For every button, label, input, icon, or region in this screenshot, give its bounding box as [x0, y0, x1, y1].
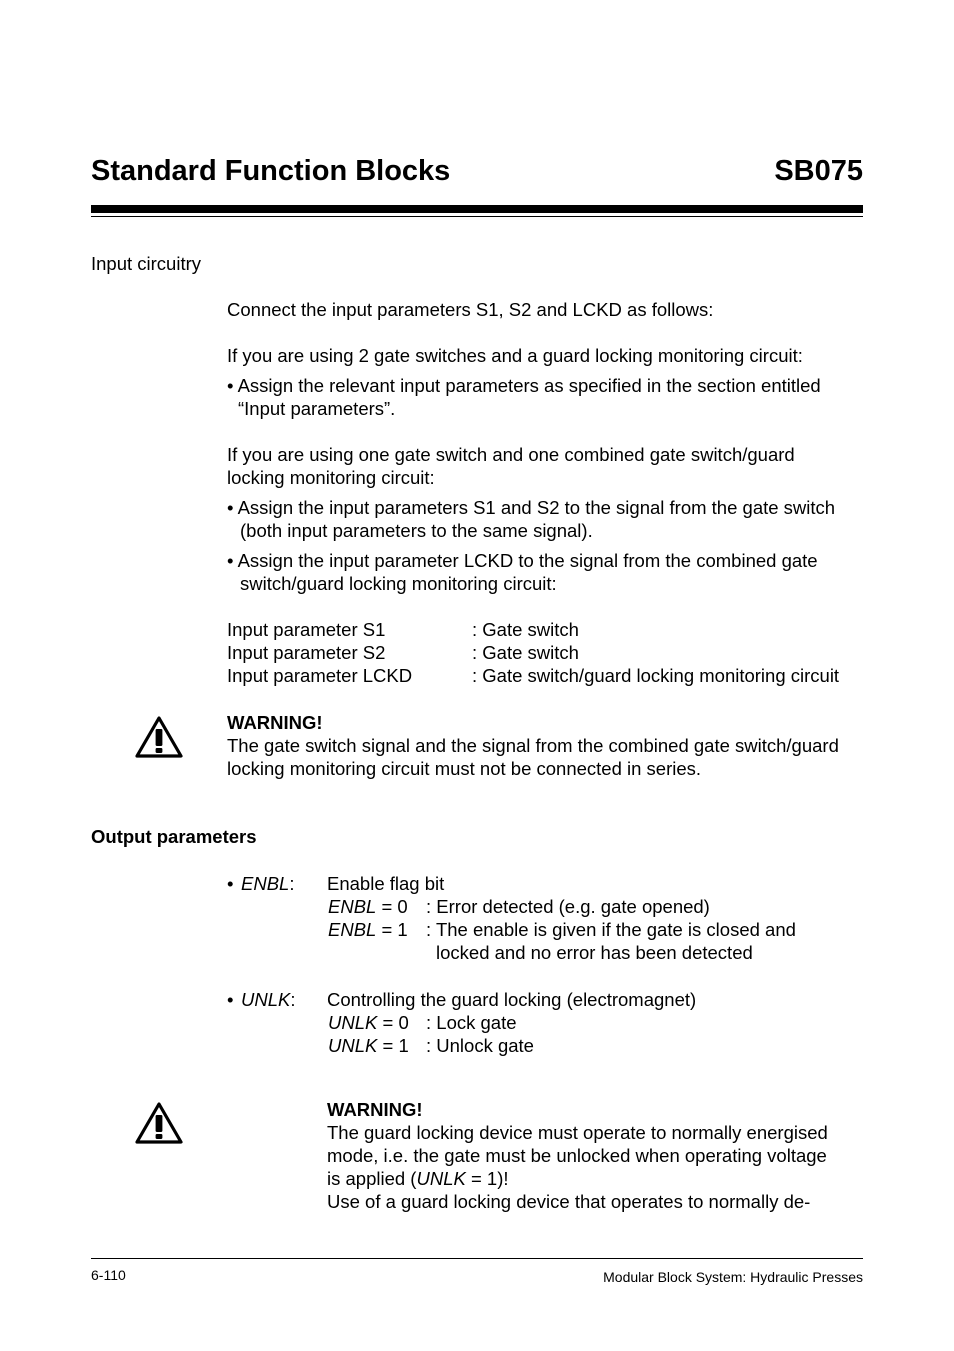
footer-rule — [91, 1258, 863, 1259]
unlk-row1-text: : Unlock gate — [426, 1035, 534, 1056]
enbl-row1-text: : The enable is given if the gate is closed and — [426, 919, 796, 940]
warning-triangle-icon — [134, 715, 184, 759]
warning-triangle-icon — [134, 1101, 184, 1145]
param-value: : Gate switch/guard locking monitoring circuit — [472, 665, 840, 686]
section-heading-output-parameters: Output parameters — [91, 826, 257, 847]
unlk-row0-var: UNLK — [328, 1012, 378, 1033]
unlk-label — [241, 988, 296, 1011]
unlk-desc: Controlling the guard locking (electromagnet) — [327, 989, 697, 1010]
enbl-name: ENBL — [241, 873, 290, 894]
warning-line3-pre: is applied ( — [327, 1168, 417, 1189]
block-code: SB075 — [774, 155, 863, 187]
warning-line3-post: = 1)! — [465, 1168, 509, 1189]
enbl-colon: : — [289, 873, 295, 894]
enbl-label — [241, 872, 294, 895]
section-label-input-circuitry: Input circuitry — [91, 253, 202, 274]
warning-title: WARNING! — [327, 1099, 423, 1120]
warning-line3-var: UNLK — [416, 1168, 466, 1189]
unlk-bullet: • — [227, 989, 234, 1010]
enbl-row0-eq: = 0 — [376, 896, 408, 917]
case2-bullet1-line2: (both input parameters to the same signal). — [240, 520, 593, 541]
case1-text: If you are using 2 gate switches and a guard locking monitoring circuit: — [227, 345, 803, 366]
header-rule-thick — [91, 205, 863, 213]
case2-bullet2-line1: • Assign the input parameter LCKD to the signal from the combined gate — [227, 550, 818, 571]
intro-text: Connect the input parameters S1, S2 and LCKD as follows: — [227, 299, 714, 320]
warning-title: WARNING! — [227, 712, 323, 733]
param-name: Input parameter S1 — [227, 619, 386, 640]
param-value: : Gate switch — [472, 642, 579, 663]
unlk-name: UNLK — [241, 989, 291, 1010]
param-name: Input parameter S2 — [227, 642, 386, 663]
param-name: Input parameter LCKD — [227, 665, 413, 686]
warning-text-line2: mode, i.e. the gate must be unlocked when operating voltage — [327, 1145, 827, 1166]
warning-text-line3 — [327, 1167, 509, 1190]
enbl-row1-eq: = 1 — [376, 919, 408, 940]
enbl-row1-var: ENBL — [328, 919, 377, 940]
warning-text-line2: locking monitoring circuit must not be connected in series. — [227, 758, 702, 779]
unlk-row0-text: : Lock gate — [426, 1012, 517, 1033]
unlk-row0-eq: = 0 — [377, 1012, 409, 1033]
enbl-bullet: • — [227, 873, 234, 894]
page-number: 6-110 — [91, 1267, 126, 1283]
enbl-row0-text: : Error detected (e.g. gate opened) — [426, 896, 710, 917]
enbl-row1-lhs — [328, 918, 408, 941]
warning-text-line4: Use of a guard locking device that operates to normally de- — [327, 1191, 811, 1212]
enbl-desc: Enable flag bit — [327, 873, 445, 894]
header-rule-thin — [91, 216, 863, 217]
param-value: : Gate switch — [472, 619, 579, 640]
enbl-row1-text2: locked and no error has been detected — [436, 942, 753, 963]
case1-bullet-line1: • Assign the relevant input parameters as specified in the section entitled — [227, 375, 821, 396]
book-title: Modular Block System: Hydraulic Presses — [603, 1269, 863, 1285]
unlk-row1-var: UNLK — [328, 1035, 378, 1056]
page-title: Standard Function Blocks — [91, 155, 451, 187]
unlk-row1-lhs — [328, 1034, 409, 1057]
unlk-row0-lhs — [328, 1011, 409, 1034]
case2-line2: locking monitoring circuit: — [227, 467, 435, 488]
unlk-row1-eq: = 1 — [377, 1035, 409, 1056]
enbl-row0-var: ENBL — [328, 896, 377, 917]
warning-text-line1: The gate switch signal and the signal from the combined gate switch/guard — [227, 735, 839, 756]
case2-bullet1-line1: • Assign the input parameters S1 and S2 to the signal from the gate switch — [227, 497, 836, 518]
case2-line1: If you are using one gate switch and one combined gate switch/guard — [227, 444, 795, 465]
warning-text-line1: The guard locking device must operate to normally energised — [327, 1122, 828, 1143]
case1-bullet-line2: “Input parameters”. — [238, 398, 396, 419]
case2-bullet2-line2: switch/guard locking monitoring circuit: — [240, 573, 557, 594]
unlk-colon: : — [290, 989, 296, 1010]
enbl-row0-lhs — [328, 895, 408, 918]
